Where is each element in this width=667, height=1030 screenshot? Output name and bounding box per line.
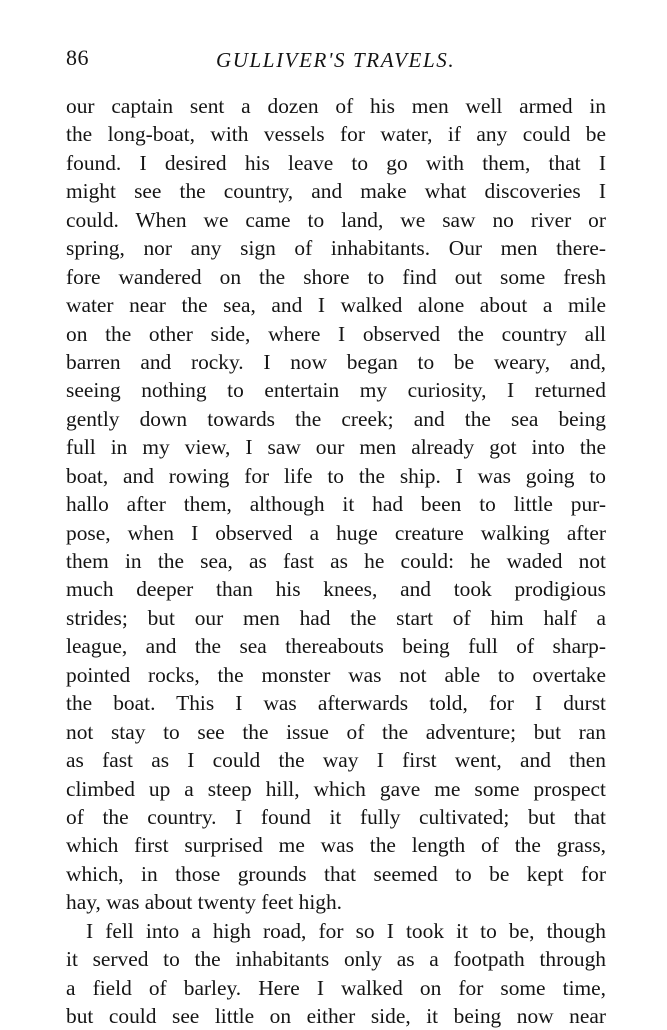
text-line: pose, when I observed a huge creature walking after — [66, 520, 606, 545]
text-line: on the other side, where I observed the country all — [66, 321, 606, 346]
text-line: fore wandered on the shore to find out some fresh — [66, 264, 606, 289]
text-line: strides; but our men had the start of him half a — [66, 605, 606, 630]
body-text — [66, 92, 606, 1030]
text-line: could. When we came to land, we saw no river or — [66, 207, 606, 232]
text-line-paragraph-end: hay, was about twenty feet high. — [66, 890, 343, 915]
text-line: our captain sent a dozen of his men well armed in — [66, 94, 606, 118]
page-number: 86 — [66, 45, 89, 70]
text-line: it served to the inhabitants only as a footpath through — [66, 947, 606, 972]
running-title: GULLIVER'S TRAVELS. — [216, 48, 456, 72]
text-line: as fast as I could the way I first went, and then — [66, 748, 606, 773]
text-line: which first surprised me was the length of the grass, — [66, 833, 606, 858]
page-header — [0, 44, 667, 76]
text-line: spring, nor any sign of inhabitants. Our men there- — [66, 236, 606, 261]
text-line: the boat. This I was afterwards told, for I durst — [66, 691, 606, 716]
text-line: them in the sea, as fast as he could: he waded not — [66, 549, 606, 573]
text-line: gently down towards the creek; and the sea being — [66, 406, 606, 431]
text-line: climbed up a steep hill, which gave me some prospect — [66, 776, 606, 801]
text-line: found. I desired his leave to go with them, that I — [66, 150, 606, 175]
text-line: water near the sea, and I walked alone about a mile — [66, 293, 606, 318]
text-line-paragraph-start: I fell into a high road, for so I took it to be, though — [86, 918, 606, 943]
text-line: of the country. I found it fully cultivated; but that — [66, 804, 606, 829]
text-line: barren and rocky. I now began to be weary, and, — [66, 349, 606, 374]
text-line: seeing nothing to entertain my curiosity, I returned — [66, 378, 606, 403]
text-line: which, in those grounds that seemed to be kept for — [66, 861, 606, 886]
text-line: hallo after them, although it had been to little pur- — [66, 492, 606, 517]
text-line: not stay to see the issue of the adventure; but ran — [66, 719, 606, 744]
text-line: the long-boat, with vessels for water, if any could be — [66, 122, 606, 147]
text-line: much deeper than his knees, and took prodigious — [66, 577, 606, 602]
text-line: a field of barley. Here I walked on for some time, — [66, 975, 606, 1000]
text-line: but could see little on either side, it being now near — [66, 1004, 606, 1028]
text-line: league, and the sea thereabouts being full of sharp- — [66, 634, 606, 659]
text-line: pointed rocks, the monster was not able to overtake — [66, 662, 606, 687]
text-line: full in my view, I saw our men already got into the — [66, 435, 606, 460]
text-line: boat, and rowing for life to the ship. I was going to — [66, 463, 606, 488]
text-line: might see the country, and make what discoveries I — [66, 179, 606, 204]
